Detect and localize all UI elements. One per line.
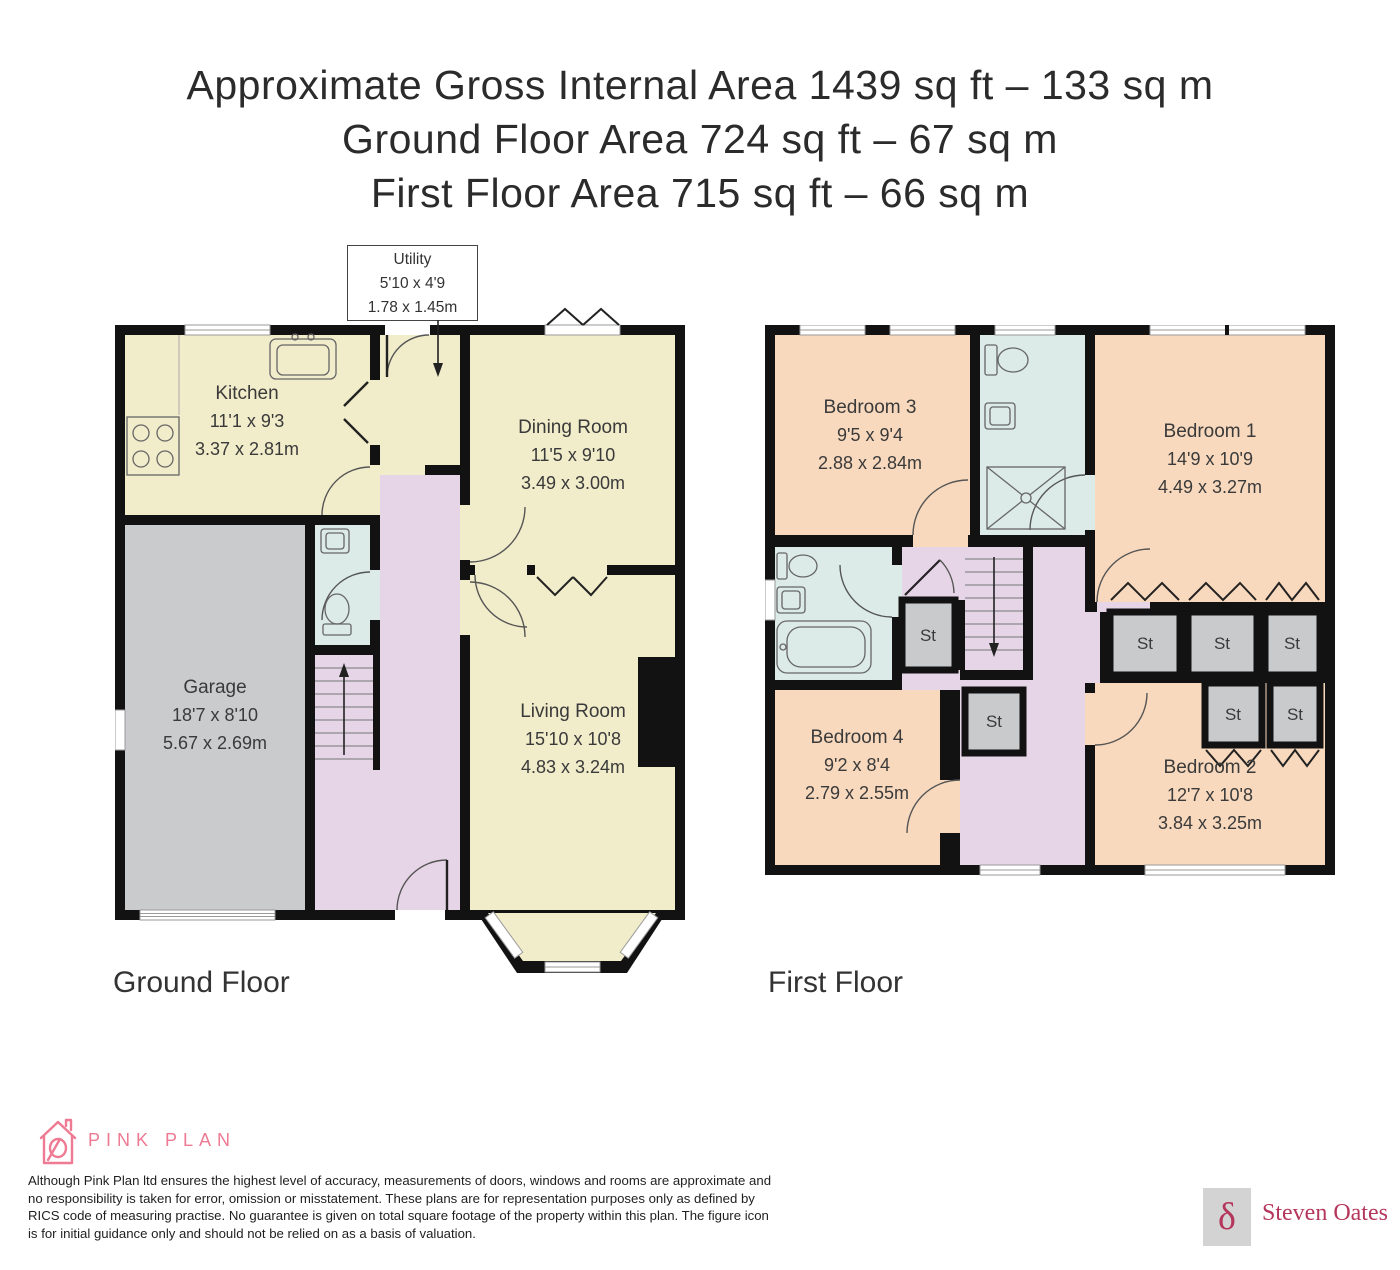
- dining-imperial: 11'5 x 9'10: [530, 445, 616, 465]
- shower-opening: [1085, 475, 1095, 530]
- living-metric: 4.83 x 3.24m: [520, 757, 626, 777]
- wc-opening: [370, 570, 380, 620]
- french-doors: [547, 309, 619, 325]
- bedroom4-label: Bedroom 4: [810, 727, 904, 748]
- agent-delta-icon: δ: [1218, 1196, 1236, 1238]
- st-label-3: St: [1283, 634, 1301, 653]
- dining-living-opening: [475, 565, 527, 575]
- ground-floor-plan: [115, 305, 685, 975]
- bedroom1-imperial: 14'9 x 10'9: [1167, 449, 1253, 469]
- kitchen-hall-opening: [370, 465, 380, 515]
- bedroom4-room: [775, 690, 940, 865]
- hall-wall-stub: [425, 465, 460, 475]
- garage-imperial: 18'7 x 8'10: [172, 705, 258, 725]
- stair-wall-right: [1023, 547, 1033, 680]
- first-floor-plan: [765, 325, 1335, 885]
- landing-strip: [1085, 612, 1100, 683]
- bedroom1-metric: 4.49 x 3.27m: [1157, 477, 1263, 497]
- bedroom4-metric: 2.79 x 2.55m: [804, 783, 910, 803]
- agent-name: Steven Oates: [1262, 1200, 1388, 1226]
- dining-living-doors-opening: [535, 565, 607, 575]
- stair-wall-bottom: [960, 670, 1033, 680]
- st-label-5: St: [1286, 705, 1304, 724]
- st-label-4: St: [1224, 705, 1242, 724]
- utility-name: Utility: [393, 251, 432, 268]
- bedroom2-label: Bedroom 2: [1163, 757, 1257, 778]
- gross-area-line: Approximate Gross Internal Area 1439 sq ft – 133 sq m: [186, 62, 1214, 108]
- disclaimer-text: Although Pink Plan ltd ensures the highest level of accuracy, measurements of doors, windows and rooms are approximate and no responsibility is taken for error, omission or misstatement. These plans are for representation purposes only as defined by RICS code of measuring practise. No guarantee is given on total square footage of the property within this plan. The figure icon is for initial guidance only and should not be relied on as a basis of valuation.: [28, 1173, 772, 1241]
- living-imperial: 15'10 x 10'8: [525, 729, 621, 749]
- stair-wall-left: [955, 600, 965, 670]
- pink-plan-logo-icon: [33, 1116, 83, 1168]
- hall-living-opening: [460, 580, 470, 635]
- agent-logo-box: [1203, 1188, 1251, 1246]
- front-door-opening: [395, 910, 445, 920]
- bedroom3-label: Bedroom 3: [823, 397, 917, 418]
- st-label-7: St: [985, 712, 1003, 731]
- st-label-2: St: [1213, 634, 1231, 653]
- bedroom3-opening: [913, 535, 968, 547]
- dining-metric: 3.49 x 3.00m: [520, 473, 626, 493]
- kitchen-lobby-opening: [370, 380, 380, 445]
- bedroom4-opening: [940, 780, 960, 833]
- kitchen-imperial: 11'1 x 9'3: [209, 411, 285, 431]
- stair-wall: [373, 655, 380, 740]
- bedroom2-metric: 3.84 x 3.25m: [1157, 813, 1263, 833]
- first-floor-label: First Floor: [768, 966, 903, 999]
- kitchen-label: Kitchen: [215, 383, 279, 404]
- st-label-1: St: [1136, 634, 1154, 653]
- bedroom3-metric: 2.88 x 2.84m: [817, 453, 923, 473]
- hall-dining-opening: [460, 505, 470, 560]
- bedroom3-imperial: 9'5 x 9'4: [837, 425, 903, 445]
- ground-floor-area-line: Ground Floor Area 724 sq ft – 67 sq m: [342, 116, 1058, 162]
- garage-metric: 5.67 x 2.69m: [162, 733, 268, 753]
- bedroom2-imperial: 12'7 x 10'8: [1167, 785, 1253, 805]
- kitchen-metric: 3.37 x 2.81m: [194, 439, 300, 459]
- chimney-breast: [638, 657, 675, 767]
- utility-imperial: 5'10 x 4'9: [379, 275, 446, 292]
- ground-floor-label: Ground Floor: [113, 966, 290, 999]
- st-label-6: St: [919, 626, 937, 645]
- garage-label: Garage: [183, 677, 247, 698]
- area-summary: [0, 58, 1400, 220]
- bedroom1-label: Bedroom 1: [1163, 421, 1257, 442]
- first-floor-area-line: First Floor Area 715 sq ft – 66 sq m: [370, 170, 1030, 216]
- bedroom2-opening: [1085, 693, 1095, 745]
- living-label: Living Room: [520, 701, 626, 722]
- dining-label: Dining Room: [518, 417, 628, 438]
- bedroom4-imperial: 9'2 x 8'4: [824, 755, 890, 775]
- back-door-opening: [385, 325, 430, 335]
- shower-room: [980, 335, 1085, 535]
- utility-metric: 1.78 x 1.45m: [367, 299, 458, 316]
- pink-plan-brand: PINK PLAN: [88, 1130, 237, 1150]
